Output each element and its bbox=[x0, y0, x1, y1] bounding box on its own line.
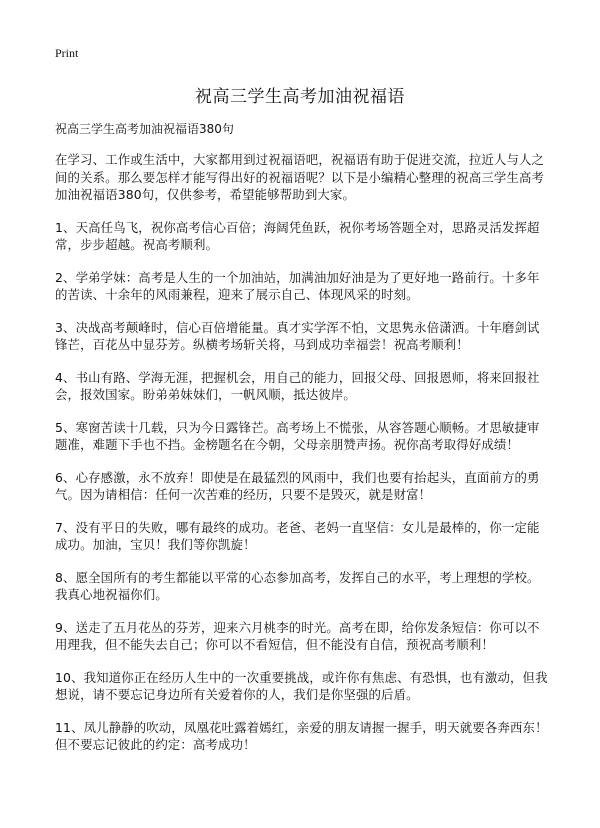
blessing-item-9: 9、送走了五月花丛的芬芳，迎来六月桃李的时光。高考在即，给你发条短信：你可以不用理我，但不能失去自己；你可以不看短信，但不能没有自信，预祝高考顺利！ bbox=[55, 619, 540, 652]
blessing-item-8: 8、愿全国所有的考生都能以平常的心态参加高考，发挥自己的水平，考上理想的学校。我真心地祝福你们。 bbox=[55, 569, 540, 602]
blessing-item-1: 1、天高任鸟飞，祝你高考信心百倍；海阔凭鱼跃，祝你考场答题全对，思路灵活发挥超常，步步超越。祝高考顺利。 bbox=[55, 219, 540, 252]
blessing-item-2: 2、学弟学妹：高考是人生的一个加油站，加满油加好油是为了更好地一路前行。十多年的苦读、十余年的风雨兼程，迎来了展示自己、体现风采的时刻。 bbox=[55, 269, 540, 302]
print-link[interactable]: Print bbox=[55, 46, 79, 60]
intro-paragraph: 在学习、工作或生活中，大家都用到过祝福语吧，祝福语有助于促进交流，拉近人与人之间的关系。那么要怎样才能写得出好的祝福语呢？以下是小编精心整理的祝高三学生高考加油祝福语380句，仅供参考，希望能够帮助到大家。 bbox=[55, 152, 545, 202]
blessing-item-5: 5、寒窗苦读十几载，只为今日露锋芒。高考场上不慌张，从容答题心顺畅。才思敏捷审题准，难题下手也不挡。金榜题名在今朝，父母亲朋赞声扬。祝你高考取得好成绩！ bbox=[55, 419, 540, 452]
blessing-item-7: 7、没有平日的失败，哪有最终的成功。老爸、老妈一直坚信：女儿是最棒的，你一定能成功。加油，宝贝！我们等你凯旋！ bbox=[55, 519, 540, 552]
blessing-item-3: 3、决战高考颠峰时，信心百倍增能量。真才实学浑不怕，文思隽永倍潇洒。十年磨剑试锋芒，百花丛中显芬芳。纵横考场斩关将，马到成功幸福尝！祝高考顺利！ bbox=[55, 319, 540, 352]
blessing-item-6: 6、心存感激，永不放弃！即使是在最猛烈的风雨中，我们也要有抬起头，直面前方的勇气。因为请相信：任何一次苦难的经历，只要不是毁灭，就是财富！ bbox=[55, 469, 540, 502]
document-subtitle: 祝高三学生高考加油祝福语380句 bbox=[55, 122, 234, 136]
blessing-item-10: 10、我知道你正在经历人生中的一次重要挑战，或许你有焦虑、有恐惧，也有激动，但我想说，请不要忘记身边所有关爱着你的人，我们是你坚强的后盾。 bbox=[55, 669, 548, 702]
article-body bbox=[55, 151, 549, 769]
blessing-item-4: 4、书山有路、学海无涯，把握机会，用自己的能力，回报父母、回报恩师，将来回报社会，报效国家。盼弟弟妹妹们，一帆风顺，抵达彼岸。 bbox=[55, 369, 540, 402]
document-title: 祝高三学生高考加油祝福语 bbox=[195, 87, 405, 107]
blessing-item-11: 11、凤儿静静的吹动，凤凰花吐露着嫣红，亲爱的朋友请握一握手，明天就要各奔西东！但不要忘记彼此的约定：高考成功！ bbox=[55, 719, 548, 752]
